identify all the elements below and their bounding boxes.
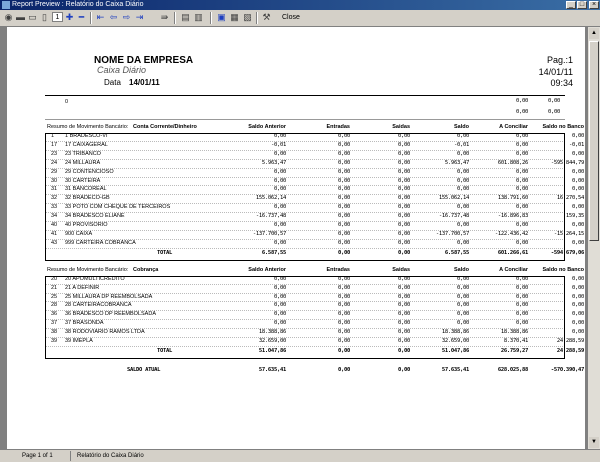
row-code: 31 xyxy=(51,186,58,193)
row-account: 999 CARTEIRA COBRANCA xyxy=(65,239,136,246)
row-value: 0,00 xyxy=(273,311,286,318)
row-value: 0,00 xyxy=(571,329,584,336)
column-header: Saidas xyxy=(392,266,410,273)
zoom-in-icon[interactable]: ✚ xyxy=(65,12,74,22)
row-account: 32 BRADECO-GB xyxy=(65,195,110,202)
row-value: 0,00 xyxy=(456,311,469,318)
row-value: 0,00 xyxy=(571,204,584,211)
row-value: 0,00 xyxy=(397,320,410,327)
row-value: 0,00 xyxy=(337,150,350,157)
row-value: 0,00 xyxy=(571,275,584,282)
section-label: Resumo de Movimento Bancário: xyxy=(47,124,129,130)
date-label: Data xyxy=(104,78,121,87)
toolbar-separator xyxy=(174,12,176,24)
row-value: 0,00 xyxy=(515,311,528,318)
row-value: 155.062,14 xyxy=(255,195,286,202)
row-value: -0,01 xyxy=(270,141,286,148)
row-value: 0,00 xyxy=(397,239,410,246)
row-code: 41 xyxy=(51,230,58,237)
row-value: 0,00 xyxy=(397,150,410,157)
print-icon[interactable]: ▥ xyxy=(194,12,203,22)
row-value: 32.659,00 xyxy=(258,338,286,344)
row-value: 601.808,26 xyxy=(497,159,528,166)
row-account: 30 CARTEIRA xyxy=(65,177,101,184)
row-value: 0,00 xyxy=(515,150,528,157)
row-value: 0,00 xyxy=(397,168,410,175)
column-header: Entradas xyxy=(326,266,350,273)
total-value: 24.288,59 xyxy=(556,347,584,354)
row-value: 0,00 xyxy=(397,311,410,318)
row-value: 0,00 xyxy=(456,222,469,228)
tools-icon[interactable]: ⚒ xyxy=(262,12,271,22)
row-value: 0,00 xyxy=(273,320,286,327)
total-value: -594.679,06 xyxy=(550,249,584,256)
saldo-atual-value: 0,00 xyxy=(397,366,410,373)
row-value: 5.963,47 xyxy=(261,159,286,166)
page-whole-icon[interactable]: ▯ xyxy=(42,12,47,22)
row-value: 0,00 xyxy=(273,284,286,291)
row-value: 0,00 xyxy=(337,311,350,318)
row-value: 0,00 xyxy=(337,159,350,166)
scroll-thumb[interactable] xyxy=(589,41,599,241)
row-value: 18.388,86 xyxy=(441,329,469,336)
total-value: 0,00 xyxy=(337,249,350,256)
row-value: 0,00 xyxy=(571,302,584,309)
row-code: 34 xyxy=(51,213,58,220)
row-value: 0,00 xyxy=(456,168,469,175)
column-header: Saldo no Banco xyxy=(542,124,584,130)
row-code: 43 xyxy=(51,239,58,246)
row-value: 0,00 xyxy=(456,150,469,157)
print-time: 09:34 xyxy=(550,78,573,88)
goto-page-icon[interactable]: ⇛ xyxy=(160,12,169,22)
row-code: 25 xyxy=(51,293,58,300)
row-code: 1 xyxy=(51,133,55,139)
saldo-atual-value: 57.635,41 xyxy=(258,366,286,373)
section-box xyxy=(45,276,565,359)
row-value: 0,00 xyxy=(337,204,350,211)
column-header: Saidas xyxy=(392,124,410,130)
row-value: 0,00 xyxy=(397,293,410,300)
save-icon[interactable]: ▣ xyxy=(217,12,226,22)
toolbar-separator xyxy=(90,12,92,24)
row-value: 0,00 xyxy=(337,213,350,220)
saldo-atual-label: SALDO ATUAL xyxy=(127,366,161,373)
top-row-value: 0,00 xyxy=(547,109,560,115)
row-value: 159,35 xyxy=(565,213,584,220)
toolbar xyxy=(0,10,600,27)
saldo-atual-value: 0,00 xyxy=(337,366,350,373)
row-value: 0,00 xyxy=(571,133,584,139)
column-header: Saldo xyxy=(454,124,469,130)
row-value: 0,00 xyxy=(571,239,584,246)
total-value: 51.047,86 xyxy=(441,347,469,354)
column-header: A Conciliar xyxy=(499,266,528,273)
row-value: 138.791,60 xyxy=(497,195,528,202)
status-document: Relatório do Caixa Diário xyxy=(77,453,144,459)
row-value: 0,00 xyxy=(571,177,584,184)
row-account: 37 BRASONDA xyxy=(65,320,104,327)
column-header: Saldo Anterior xyxy=(248,266,286,273)
close-preview-button[interactable]: Close xyxy=(282,14,300,21)
column-header: Saldo Anterior xyxy=(248,124,286,130)
page-label: Pag.:1 xyxy=(546,55,573,65)
row-code: 20 xyxy=(51,275,58,282)
row-value: 0,00 xyxy=(273,302,286,309)
row-code: 17 xyxy=(51,141,58,148)
row-account: 1 BRADESCO-VI xyxy=(65,133,108,139)
total-value: 6.587,55 xyxy=(261,249,286,256)
row-code: 24 xyxy=(51,159,58,166)
row-code: 37 xyxy=(51,320,58,327)
row-value: 0,00 xyxy=(337,168,350,175)
divider xyxy=(45,119,565,120)
row-value: 0,00 xyxy=(337,230,350,237)
minus-icon[interactable]: ━ xyxy=(78,12,85,22)
top-row-code: 0 xyxy=(65,99,69,105)
open-icon[interactable]: ▦ xyxy=(230,12,239,22)
close-window-button[interactable]: × xyxy=(589,1,599,9)
row-account: 21 A DEFINIR xyxy=(65,284,100,291)
app-icon xyxy=(2,1,10,9)
row-value: -0,01 xyxy=(568,141,584,148)
saldo-atual-value: 628.025,88 xyxy=(497,366,528,373)
row-account: 38 RODOVIARIO RAMOS LTDA xyxy=(65,329,145,336)
row-value: 0,00 xyxy=(571,150,584,157)
column-header: Saldo no Banco xyxy=(542,266,584,273)
row-account: 31 BANCOREAL xyxy=(65,186,107,193)
row-value: 0,00 xyxy=(337,141,350,148)
row-value: 155.062,14 xyxy=(438,195,469,202)
row-code: 39 xyxy=(51,338,58,344)
row-value: 0,00 xyxy=(337,275,350,282)
row-code: 33 xyxy=(51,204,58,211)
toolbar-separator xyxy=(210,12,212,24)
row-value: 0,00 xyxy=(571,168,584,175)
row-value: 0,00 xyxy=(515,293,528,300)
row-value: 0,00 xyxy=(273,293,286,300)
row-value: 0,00 xyxy=(273,150,286,157)
row-value: 0,00 xyxy=(397,159,410,166)
date-value: 14/01/11 xyxy=(129,78,160,87)
vertical-scrollbar[interactable] xyxy=(588,27,600,449)
row-value: 0,00 xyxy=(456,284,469,291)
row-account: 33 POTO COM CHEQUE DE TERCEIROS xyxy=(65,204,171,211)
report-subtitle: Caixa Diário xyxy=(97,65,147,75)
page-number-input[interactable]: 1 xyxy=(52,12,63,22)
total-label: TOTAL xyxy=(157,347,173,354)
status-bar xyxy=(0,449,600,462)
toolbar-separator xyxy=(256,12,258,24)
section-group: Conta Corrente/Dinheiro xyxy=(133,124,197,130)
row-value: 0,00 xyxy=(397,329,410,336)
row-account: 23 TRIBANCO xyxy=(65,150,101,157)
row-value: 0,00 xyxy=(337,186,350,193)
row-value: -595.844,79 xyxy=(550,159,584,166)
row-value: 0,00 xyxy=(515,222,528,228)
print-date: 14/01/11 xyxy=(538,67,573,77)
row-value: -0,01 xyxy=(453,141,469,148)
row-code: 38 xyxy=(51,329,58,336)
total-label: TOTAL xyxy=(157,249,173,256)
row-code: 21 xyxy=(51,284,58,291)
row-value: 0,00 xyxy=(515,239,528,246)
row-account: 29 CONTENCIOSO xyxy=(65,168,114,175)
row-value: 0,00 xyxy=(273,133,286,139)
row-value: 0,00 xyxy=(456,302,469,309)
row-value: 0,00 xyxy=(397,133,410,139)
zoom-icon[interactable]: ◉ xyxy=(4,12,13,22)
row-value: 0,00 xyxy=(273,177,286,184)
last-page-icon[interactable]: ⇥ xyxy=(135,12,144,22)
row-value: 0,00 xyxy=(273,222,286,228)
row-value: 0,00 xyxy=(456,293,469,300)
row-value: 0,00 xyxy=(397,177,410,184)
row-account: 900 CAIXA xyxy=(65,230,93,237)
row-value: 0,00 xyxy=(337,222,350,228)
first-page-icon[interactable]: ⇤ xyxy=(96,12,105,22)
top-row-value: 0,00 xyxy=(515,98,528,104)
row-value: 0,00 xyxy=(337,133,350,139)
row-value: -137.700,57 xyxy=(252,230,286,237)
row-value: 0,00 xyxy=(456,239,469,246)
row-value: 0,00 xyxy=(337,195,350,202)
row-value: 0,00 xyxy=(456,177,469,184)
row-account: 34 BRADESCO ELIANE xyxy=(65,213,125,220)
row-account: 40 PROVISORIO xyxy=(65,222,108,228)
row-value: 0,00 xyxy=(273,186,286,193)
row-value: -16.737,48 xyxy=(255,213,286,220)
row-value: 0,00 xyxy=(515,302,528,309)
row-value: 0,00 xyxy=(397,230,410,237)
row-value: 0,00 xyxy=(515,204,528,211)
row-code: 32 xyxy=(51,195,58,202)
row-value: 0,00 xyxy=(337,320,350,327)
total-value: 51.047,86 xyxy=(258,347,286,354)
row-value: 0,00 xyxy=(515,141,528,148)
zoom-out-icon[interactable]: ▬ xyxy=(16,12,25,22)
row-value: 0,00 xyxy=(337,329,350,336)
top-row-value: 0,00 xyxy=(515,109,528,115)
column-header: Entradas xyxy=(326,124,350,130)
row-value: 16.270,54 xyxy=(556,195,584,202)
top-row-value: 0,00 xyxy=(547,98,560,104)
row-value: 0,00 xyxy=(515,284,528,291)
row-account: 24 MILLAURA xyxy=(65,159,101,166)
company-name: NOME DA EMPRESA xyxy=(94,55,194,66)
maximize-button[interactable]: □ xyxy=(577,1,587,9)
row-value: 0,00 xyxy=(337,302,350,309)
row-code: 36 xyxy=(51,311,58,318)
row-account: 39 IMEPLA xyxy=(65,338,93,344)
row-value: 0,00 xyxy=(337,293,350,300)
row-value: 0,00 xyxy=(273,275,286,282)
row-value: 0,00 xyxy=(337,239,350,246)
total-value: 26.759,27 xyxy=(500,347,528,354)
row-value: 0,00 xyxy=(273,168,286,175)
row-account: 25 MILLAURA DP REEMBOLSADA xyxy=(65,293,153,300)
row-value: -122.436,42 xyxy=(494,230,528,237)
row-code: 29 xyxy=(51,168,58,175)
section-box xyxy=(45,133,565,261)
status-divider xyxy=(70,451,71,461)
row-value: 0,00 xyxy=(397,338,410,344)
row-value: 0,00 xyxy=(571,311,584,318)
row-value: 0,00 xyxy=(571,284,584,291)
section-label: Resumo de Movimento Bancário: xyxy=(47,266,129,273)
row-account: 20 APOMULTICREDITO xyxy=(65,275,125,282)
row-value: -16.896,83 xyxy=(497,213,528,220)
row-code: 23 xyxy=(51,150,58,157)
row-value: 0,00 xyxy=(571,320,584,327)
total-value: 6.587,55 xyxy=(444,249,469,256)
export-icon[interactable]: ▧ xyxy=(243,12,252,22)
row-value: 0,00 xyxy=(273,204,286,211)
total-value: 0,00 xyxy=(397,347,410,354)
row-value: 24.288,59 xyxy=(556,338,584,344)
total-value: 0,00 xyxy=(337,347,350,354)
printer-setup-icon[interactable]: ▤ xyxy=(181,12,190,22)
row-value: 0,00 xyxy=(456,133,469,139)
row-value: 5.963,47 xyxy=(444,159,469,166)
row-value: 0,00 xyxy=(515,168,528,175)
row-value: -15.264,15 xyxy=(553,230,584,237)
row-value: 0,00 xyxy=(397,141,410,148)
row-value: -16.737,48 xyxy=(438,213,469,220)
row-code: 28 xyxy=(51,302,58,309)
row-value: 0,00 xyxy=(515,133,528,139)
minimize-button[interactable]: _ xyxy=(566,1,576,9)
row-value: 0,00 xyxy=(515,320,528,327)
row-value: 0,00 xyxy=(571,186,584,193)
saldo-atual-value: -570.390,47 xyxy=(550,366,584,373)
row-value: 0,00 xyxy=(337,338,350,344)
scroll-up-icon[interactable]: ▲ xyxy=(589,28,599,39)
header-divider xyxy=(45,95,565,96)
column-header: Saldo xyxy=(454,266,469,273)
total-value: 0,00 xyxy=(397,249,410,256)
saldo-atual-value: 57.635,41 xyxy=(441,366,469,373)
row-value: 0,00 xyxy=(397,204,410,211)
status-page: Page 1 of 1 xyxy=(22,453,53,459)
row-value: 0,00 xyxy=(456,320,469,327)
total-value: 601.266,61 xyxy=(497,249,528,256)
report-page xyxy=(7,27,585,449)
window-title: Report Preview : Relatório do Caixa Diário xyxy=(12,1,144,8)
row-value: 18.388,86 xyxy=(500,329,528,336)
row-value: -137.700,57 xyxy=(435,230,469,237)
section-group: Cobrança xyxy=(133,266,159,273)
page-width-icon[interactable]: ▭ xyxy=(28,12,37,22)
row-value: 0,00 xyxy=(571,293,584,300)
next-page-icon[interactable]: ⇨ xyxy=(122,12,131,22)
row-value: 0,00 xyxy=(515,177,528,184)
row-value: 0,00 xyxy=(397,222,410,228)
row-value: 0,00 xyxy=(273,239,286,246)
row-value: 0,00 xyxy=(456,204,469,211)
row-value: 0,00 xyxy=(337,284,350,291)
row-code: 40 xyxy=(51,222,58,228)
row-value: 0,00 xyxy=(397,275,410,282)
row-account: 36 BRADESCO DP REEMBOLSADA xyxy=(65,311,156,318)
row-value: 0,00 xyxy=(337,177,350,184)
scroll-down-icon[interactable]: ▼ xyxy=(589,437,599,448)
row-value: 0,00 xyxy=(515,186,528,193)
prev-page-icon[interactable]: ⇦ xyxy=(109,12,118,22)
row-value: 32.659,00 xyxy=(441,338,469,344)
column-header: A Conciliar xyxy=(499,124,528,130)
row-value: 0,00 xyxy=(397,302,410,309)
row-value: 0,00 xyxy=(571,222,584,228)
row-value: 0,00 xyxy=(397,195,410,202)
row-value: 0,00 xyxy=(397,213,410,220)
row-code: 30 xyxy=(51,177,58,184)
row-value: 0,00 xyxy=(397,284,410,291)
preview-viewport[interactable] xyxy=(0,27,588,449)
row-account: 17 CAIXAGERAL xyxy=(65,141,108,148)
row-value: 8.370,41 xyxy=(503,338,528,344)
row-value: 0,00 xyxy=(456,275,469,282)
row-value: 18.388,86 xyxy=(258,329,286,336)
row-value: 0,00 xyxy=(515,275,528,282)
row-value: 0,00 xyxy=(397,186,410,193)
row-account: 28 CARTEIRACOBRANCA xyxy=(65,302,132,309)
title-bar xyxy=(0,0,600,10)
row-value: 0,00 xyxy=(456,186,469,193)
